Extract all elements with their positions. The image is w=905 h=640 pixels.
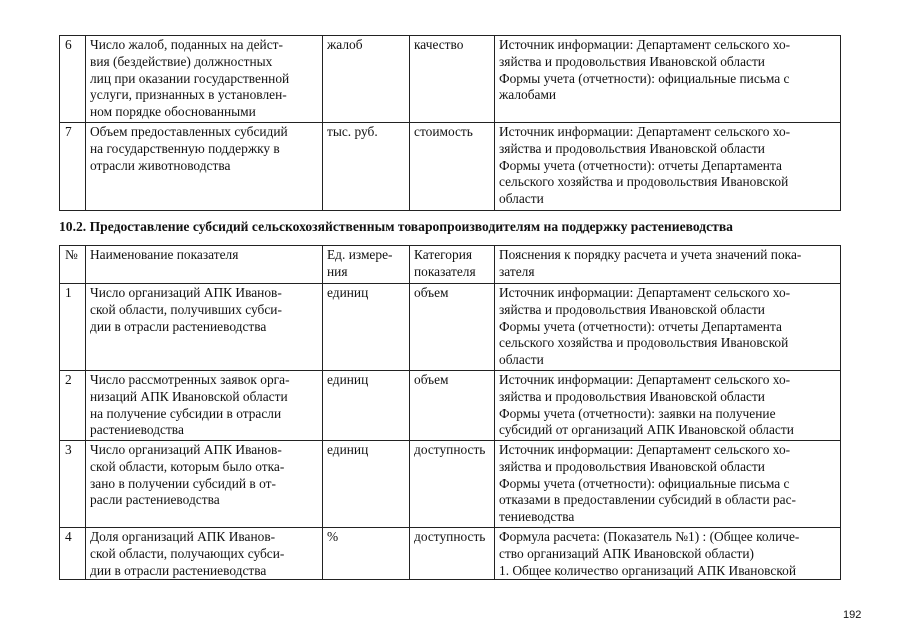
calculation-notes: Источник информации: Департамент сельского хо- зяйства и продовольствия Ивановской области Формы учета (отчетности): официальные письма с жалобами bbox=[495, 36, 841, 123]
column-header-number: № bbox=[60, 246, 86, 284]
unit-of-measure: тыс. руб. bbox=[323, 123, 410, 211]
unit-of-measure: единиц bbox=[323, 441, 410, 528]
calculation-notes: Источник информации: Департамент сельского хо- зяйства и продовольствия Ивановской области Формы учета (отчетности): отчеты Департамента сельского хозяйства и продовольствия Ивановской области bbox=[495, 284, 841, 371]
table-header bbox=[60, 246, 841, 284]
calculation-notes: Формула расчета: (Показатель №1) : (Общее количе- ство организаций АПК Ивановской области) 1. Общее количество организаций АПК Ивановской bbox=[495, 528, 841, 580]
row-number: 3 bbox=[60, 441, 86, 528]
indicator-category: стоимость bbox=[410, 123, 495, 211]
calculation-notes: Источник информации: Департамент сельского хо- зяйства и продовольствия Ивановской области Формы учета (отчетности): отчеты Департамента сельского хозяйства и продовольствия Ивановской области bbox=[495, 123, 841, 211]
row-number: 1 bbox=[60, 284, 86, 371]
row-number: 4 bbox=[60, 528, 86, 580]
indicator-name: Доля организаций АПК Иванов- ской области, получающих субси- дии в отрасли растениеводства bbox=[86, 528, 323, 580]
column-header-name: Наименование показателя bbox=[86, 246, 323, 284]
calculation-notes: Источник информации: Департамент сельского хо- зяйства и продовольствия Ивановской области Формы учета (отчетности): заявки на получение субсидий от организаций АПК Ивановской области bbox=[495, 371, 841, 441]
unit-of-measure: % bbox=[323, 528, 410, 580]
table-row bbox=[60, 441, 841, 528]
table-body bbox=[60, 36, 841, 211]
unit-of-measure: жалоб bbox=[323, 36, 410, 123]
table-row bbox=[60, 36, 841, 123]
indicator-name: Число организаций АПК Иванов- ской области, получивших субси- дии в отрасли растениеводства bbox=[86, 284, 323, 371]
header-row bbox=[60, 246, 841, 284]
indicator-category: объем bbox=[410, 284, 495, 371]
indicator-category: качество bbox=[410, 36, 495, 123]
indicator-category: объем bbox=[410, 371, 495, 441]
indicator-name: Число рассмотренных заявок орга- низаций АПК Ивановской области на получение субсидии в отрасли растениеводства bbox=[86, 371, 323, 441]
column-header-notes: Пояснения к порядку расчета и учета значений пока- зателя bbox=[495, 246, 841, 284]
table-row bbox=[60, 284, 841, 371]
calculation-notes: Источник информации: Департамент сельского хо- зяйства и продовольствия Ивановской области Формы учета (отчетности): официальные письма с отказами в предоставлении субсидий в области рас- тениеводства bbox=[495, 441, 841, 528]
table-row bbox=[60, 123, 841, 211]
indicator-name: Объем предоставленных субсидий на государственную поддержку в отрасли животноводства bbox=[86, 123, 323, 211]
section-heading: 10.2. Предоставление субсидий сельскохозяйственным товаропроизводителям на поддержку растениеводства bbox=[59, 219, 733, 234]
table-body bbox=[60, 284, 841, 580]
table-row bbox=[60, 528, 841, 580]
row-number: 2 bbox=[60, 371, 86, 441]
column-header-unit: Ед. измере- ния bbox=[323, 246, 410, 284]
page-number: 192 bbox=[843, 609, 862, 621]
column-header-category: Категория показателя bbox=[410, 246, 495, 284]
row-number: 7 bbox=[60, 123, 86, 211]
indicator-name: Число организаций АПК Иванов- ской области, которым было отка- зано в получении субсидий в от- расли растениеводства bbox=[86, 441, 323, 528]
row-number: 6 bbox=[60, 36, 86, 123]
indicators-table bbox=[59, 245, 841, 580]
unit-of-measure: единиц bbox=[323, 371, 410, 441]
indicator-category: доступность bbox=[410, 441, 495, 528]
indicator-category: доступность bbox=[410, 528, 495, 580]
indicator-name: Число жалоб, поданных на дейст- вия (бездействие) должностных лиц при оказании государственной услуги, признанных в установлен- ном порядке обоснованными bbox=[86, 36, 323, 123]
indicators-table-continued bbox=[59, 35, 841, 211]
table-row bbox=[60, 371, 841, 441]
unit-of-measure: единиц bbox=[323, 284, 410, 371]
